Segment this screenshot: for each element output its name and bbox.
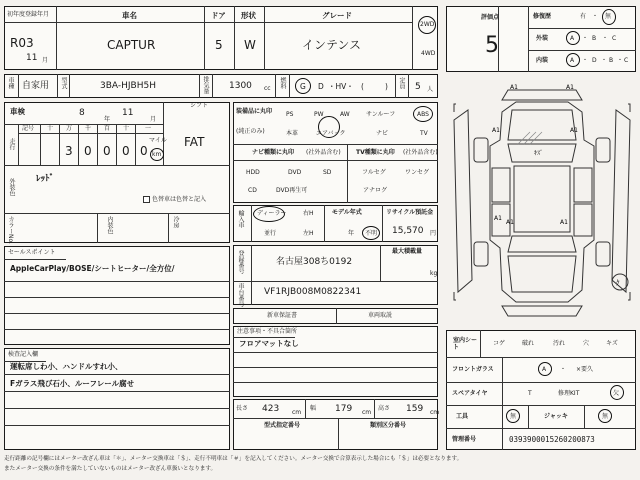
warranty-line (336, 308, 337, 324)
nav-note: (社外品含む) (306, 149, 341, 156)
plate-line (233, 281, 438, 282)
damage-mark: A1 (494, 215, 502, 222)
plate-value: 名古屋308ち0192 (276, 257, 353, 267)
warranty-label: 新車保証書 (267, 312, 298, 319)
damage-mark-scratch: ｷｽﾞ (534, 150, 544, 157)
dim-line (305, 399, 306, 418)
hatch-line (524, 132, 536, 144)
right-line (480, 330, 481, 357)
footer-line-2: またメーター交換の条件を満たしていないものはメーター改ざん車扱いとなります。 (4, 466, 217, 472)
wheel-rr (596, 242, 610, 266)
score-line (528, 6, 529, 72)
sales-line (4, 259, 66, 260)
digit-head: 一 (145, 125, 152, 132)
type-cert-label: 型式指定番号 (264, 422, 301, 429)
recycle-label: リサイクル預託金 (386, 209, 434, 216)
drive-2wd: 2WD (420, 21, 435, 28)
int-grade-b: B (609, 57, 614, 64)
front-glass-label: フロントガラス (452, 366, 494, 373)
import-dealer: ディーラー (257, 210, 287, 217)
interior-item: 破れ (522, 340, 535, 347)
row2-div (289, 74, 290, 98)
color-div (168, 213, 169, 243)
grade-value: インテンス (302, 38, 362, 52)
damage-mark: A1 (506, 219, 514, 226)
int-grade-c: C (624, 57, 629, 64)
interior-color-label: 内装色 (106, 216, 113, 234)
width-label: 幅 (310, 405, 317, 412)
equip-ps: PS (286, 111, 294, 118)
jack-label: ジャッキ (544, 413, 568, 420)
nav-dvd-play: DVD再生可 (276, 187, 308, 194)
right-line (584, 405, 585, 428)
import-parallel: 並行 (264, 230, 277, 237)
import-left-h: 左H (303, 230, 314, 237)
car-side-left (454, 110, 472, 292)
car-side-right (612, 110, 630, 292)
front-glass-a: A (542, 366, 547, 373)
digit-head: 十 (47, 125, 54, 132)
right-line (446, 428, 636, 429)
model-name: CAPTUR (107, 38, 156, 52)
interior-grade-label: 内装 (536, 57, 549, 64)
fuel-hv: ・HV・ (328, 82, 354, 91)
mileage-digit: 3 (65, 144, 73, 158)
int-grade-dot3: ・ (617, 57, 624, 64)
grade-label: グレード (322, 11, 352, 20)
capacity-value: 5 (415, 82, 421, 92)
digit-col (135, 124, 136, 165)
nav-dvd: DVD (288, 169, 302, 176)
repair-dot: ・ (592, 13, 599, 20)
equip-line (233, 144, 438, 145)
equip-sunroof: サンルーフ (366, 111, 396, 118)
height-unit: cm (430, 409, 440, 416)
chassis-value: VF1RJB008M0822341 (264, 287, 362, 297)
plate-label: 登録番号 (237, 250, 244, 274)
first-reg-month: 11 (26, 53, 38, 63)
caution-rule (233, 382, 438, 383)
right-line (502, 357, 503, 450)
ext-grade-a: A (570, 35, 575, 42)
class-label: 類別区分番号 (370, 422, 407, 429)
bracket-mark (628, 104, 630, 112)
shape-label: 形状 (241, 11, 256, 20)
length-value: 423 (262, 404, 280, 414)
tools-value: 無 (510, 413, 517, 420)
mileage-digit: 0 (140, 144, 148, 158)
digit-col (78, 124, 79, 165)
digit-col (97, 124, 98, 165)
drive-4wd: 4WD (421, 50, 436, 57)
color-no-label: カラーNo. (7, 216, 14, 244)
import-line (251, 205, 252, 242)
car-hood (508, 110, 576, 140)
fuel-paren-close: ) (385, 82, 388, 91)
spare-label: スペアタイヤ (452, 390, 488, 397)
front-glass-mid: ・ (560, 366, 567, 373)
caution-value: フロアマットなし (239, 339, 299, 348)
car-door-rr (574, 204, 592, 236)
ext-grade-dot: ・ (582, 35, 589, 42)
int-grade-dot: ・ (582, 57, 589, 64)
shaken-year: 8 (79, 108, 85, 118)
header-under (4, 22, 412, 23)
recycle-value: 15,570 (392, 226, 424, 236)
sales-box (4, 246, 230, 345)
equip-abs: ABS (417, 111, 429, 118)
caution-label: 注意事項・不具合箇所 (237, 328, 298, 335)
spare-t: T (528, 390, 532, 397)
caution-line (233, 337, 295, 338)
interior-item: キズ (606, 340, 618, 347)
recolor-note: 色替車は色替と記入 (152, 196, 207, 203)
cooling-label: 冷房 (172, 216, 179, 228)
int-grade-d: D (592, 57, 597, 64)
equip-pw: PW (314, 111, 324, 118)
model-year-label: モデル年式 (332, 209, 362, 216)
right-line (446, 382, 636, 383)
recycle-yen: 円 (430, 230, 437, 237)
unit-km: km (152, 151, 162, 158)
car-damage-diagram (448, 80, 636, 325)
digit-head: 万 (66, 125, 73, 132)
score-line (528, 50, 636, 51)
damage-mark: A1 (560, 219, 568, 226)
exterior-color: ﾚｯﾄﾞ (36, 174, 55, 184)
inspector-rule (4, 391, 230, 392)
row2-div (212, 74, 213, 98)
left-line (4, 165, 230, 166)
caution-rule (233, 367, 438, 368)
sales-rule (4, 281, 230, 282)
nav-hdd: HDD (246, 169, 260, 176)
hatch-line (530, 132, 542, 144)
interior-seat-label: 室内シート (453, 337, 478, 352)
model-year-unit: 年 (348, 230, 355, 237)
unit-mile: マイル (149, 137, 167, 144)
nav-cd: CD (248, 187, 257, 194)
equip-leather: 本革 (286, 130, 299, 137)
digit-head: 千 (85, 125, 92, 132)
color-div (97, 213, 98, 243)
displacement-value: 1300 (229, 81, 252, 91)
sales-rule (4, 313, 230, 314)
row2-div (408, 74, 409, 98)
right-line (528, 405, 529, 428)
header-div (234, 6, 235, 70)
interior-item: 穴 (583, 340, 590, 347)
mileage-digit: 0 (84, 144, 92, 158)
recolor-check[interactable] (143, 196, 150, 203)
equip-navi: ナビ (376, 130, 389, 137)
equip-line (233, 160, 438, 161)
equip-title: 装備品に丸印 (236, 108, 273, 115)
score-title: 評価点 (481, 14, 500, 21)
fuel-label: 燃料 (279, 77, 286, 89)
row2-div (395, 74, 396, 98)
wheel-fl (474, 138, 488, 162)
first-reg-month-unit: 月 (42, 57, 49, 64)
mgmt-value: 0393900015260200873 (509, 435, 595, 444)
tools-label: 工具 (456, 413, 469, 420)
header-div (204, 6, 205, 70)
sales-rule (4, 297, 230, 298)
car-door-fl (492, 168, 510, 202)
row2-div (69, 74, 70, 98)
shaken-year-unit: 年 (104, 116, 111, 123)
height-label: 高さ (378, 405, 391, 412)
int-grade-dot2: ・ (601, 57, 608, 64)
footer-line-1: 走行距離の記号欄にはメーター改ざん車は「＊」、メーター交換車は「＄」、走行不明車は「＃」を記入してください。メーター交換で合算表示した場合にも「＄」は必要となります。 (4, 456, 463, 462)
car-door-fr (574, 168, 592, 202)
ext-grade-dot2: ・ (602, 35, 609, 42)
tv-analog: アナログ (363, 187, 388, 194)
header-div (264, 6, 265, 70)
import-right-h: 右H (303, 210, 314, 217)
left-line (4, 213, 230, 214)
mileage-digit: 0 (103, 144, 111, 158)
sales-rule (4, 329, 230, 330)
nav-sd: SD (323, 169, 332, 176)
row2-div (199, 74, 200, 98)
score-line (528, 28, 636, 29)
dim-line (338, 418, 339, 450)
digit-col (59, 124, 60, 165)
digit-head: 記号 (22, 125, 35, 132)
doors-value: 5 (215, 38, 223, 52)
type-label: 型式 (60, 77, 67, 89)
inspector-rule (4, 425, 230, 426)
plate-line (251, 245, 252, 305)
shaken-month-unit: 月 (150, 116, 157, 123)
right-line (446, 405, 636, 406)
rear-bumper (502, 306, 582, 316)
jack-value: 無 (602, 413, 609, 420)
row2-div (18, 74, 19, 98)
inspector-rule (4, 374, 230, 375)
manual-label: 車両取説 (368, 312, 393, 319)
equip-subtitle: (純正のみ) (236, 128, 265, 135)
doors-label: ドア (211, 11, 226, 20)
capacity-unit: 人 (427, 86, 434, 93)
dim-line (233, 418, 438, 419)
capacity-label: 定員 (398, 77, 405, 89)
spare-repair: 修理KIT (558, 390, 580, 397)
repair-label: 修復歴 (533, 13, 552, 20)
inspector-line-1: 運転席しわ小、ハンドルすれ小、 (10, 362, 123, 371)
width-unit: cm (362, 409, 372, 416)
damage-mark: A1 (510, 84, 518, 91)
equip-line (347, 144, 348, 203)
front-bumper (502, 90, 582, 100)
mgmt-label: 管理番号 (452, 436, 477, 443)
import-line (324, 205, 325, 242)
int-grade-a: A (570, 57, 575, 64)
wheel-rl (474, 242, 488, 266)
header-div (56, 6, 57, 70)
category-label: 車種 (7, 77, 14, 89)
hatch-line (518, 132, 530, 144)
tv-fullseg: フルセグ (362, 169, 386, 176)
repair-yes: 有 (580, 13, 587, 20)
inspector-rule (4, 408, 230, 409)
digit-head: 十 (123, 125, 130, 132)
type-value: 3BA-HJBH5H (100, 81, 156, 91)
interior-item: コゲ (493, 340, 506, 347)
inspector-line-2: Fガラス飛び石小、ルーフレール腐せ (10, 379, 135, 388)
model-label: 車名 (122, 11, 137, 20)
right-mark: ｸ (616, 279, 620, 287)
mileage-digit: 0 (122, 144, 130, 158)
bracket-mark (454, 292, 456, 300)
shaken-month: 11 (122, 108, 134, 118)
digit-col (116, 124, 117, 165)
model-year-unknown: 不明 (365, 230, 378, 237)
shift-label: シフト (190, 102, 209, 109)
spare-none: 欠 (613, 390, 620, 397)
shift-value: FAT (184, 135, 205, 149)
fuel-g: G (300, 82, 306, 91)
sales-value: AppleCarPlay/BOSE/シートヒーター/全方位/ (10, 264, 175, 273)
displacement-label: 排気量 (202, 76, 209, 94)
car-rear-glass (508, 236, 576, 252)
width-value: 179 (335, 404, 353, 414)
row2-div (57, 74, 58, 98)
equip-aw: AW (340, 111, 350, 118)
header-div (412, 6, 413, 70)
left-line (18, 124, 19, 165)
front-glass-replace: ×要久 (576, 366, 594, 373)
dim-line (374, 399, 375, 418)
bracket-mark (628, 292, 630, 300)
interior-item: 汚れ (553, 340, 566, 347)
equip-airbag: エアバック (316, 130, 346, 137)
displacement-unit: cc (264, 85, 271, 92)
inspector-label: 検査記入欄 (8, 351, 39, 358)
digit-col (40, 124, 41, 165)
damage-mark: A1 (570, 127, 578, 134)
fuel-paren-open: ( (361, 82, 364, 91)
tv-note: (社外品含む) (403, 149, 438, 156)
category-value: 自家用 (22, 81, 50, 91)
nav-title: ナビ種類に丸印 (252, 149, 295, 156)
first-reg-era: R03 (10, 36, 34, 50)
equip-tv: TV (420, 130, 428, 137)
ext-grade-b: B (592, 35, 597, 42)
damage-mark: A1 (566, 84, 574, 91)
first-reg-label: 初年度登録年月 (7, 11, 50, 18)
max-load-label: 最大積載量 (392, 248, 423, 255)
max-load-unit: kg (430, 270, 438, 277)
score-value: 5 (485, 33, 499, 58)
tv-oneseg: ワンセグ (405, 169, 430, 176)
exterior-label: 外装色 (8, 178, 15, 196)
length-unit: cm (292, 409, 302, 416)
repair-no: 無 (605, 13, 612, 20)
tv-title: TV種類に丸印 (356, 149, 395, 156)
shaken-label: 車検 (10, 107, 25, 116)
damage-mark: A1 (492, 127, 500, 134)
row2-div (275, 74, 276, 98)
length-label: 長さ (236, 405, 249, 412)
fuel-d: D (318, 82, 324, 91)
caution-rule (233, 352, 438, 353)
chassis-label: 車台番号 (237, 283, 244, 307)
car-trunk (508, 256, 576, 292)
import-label: 輸入車 (237, 210, 244, 228)
exterior-grade-label: 外装 (536, 35, 549, 42)
bracket-mark (454, 104, 456, 112)
right-line (446, 357, 636, 358)
shape-value: W (244, 38, 256, 52)
ext-grade-c: C (612, 35, 617, 42)
mileage-label: 走行 (8, 138, 15, 150)
import-line (382, 205, 383, 242)
digit-head: 百 (104, 125, 111, 132)
sales-label: セールスポイント (8, 249, 56, 256)
height-value: 159 (406, 404, 424, 414)
wheel-fr (596, 138, 610, 162)
plate-line (380, 245, 381, 281)
